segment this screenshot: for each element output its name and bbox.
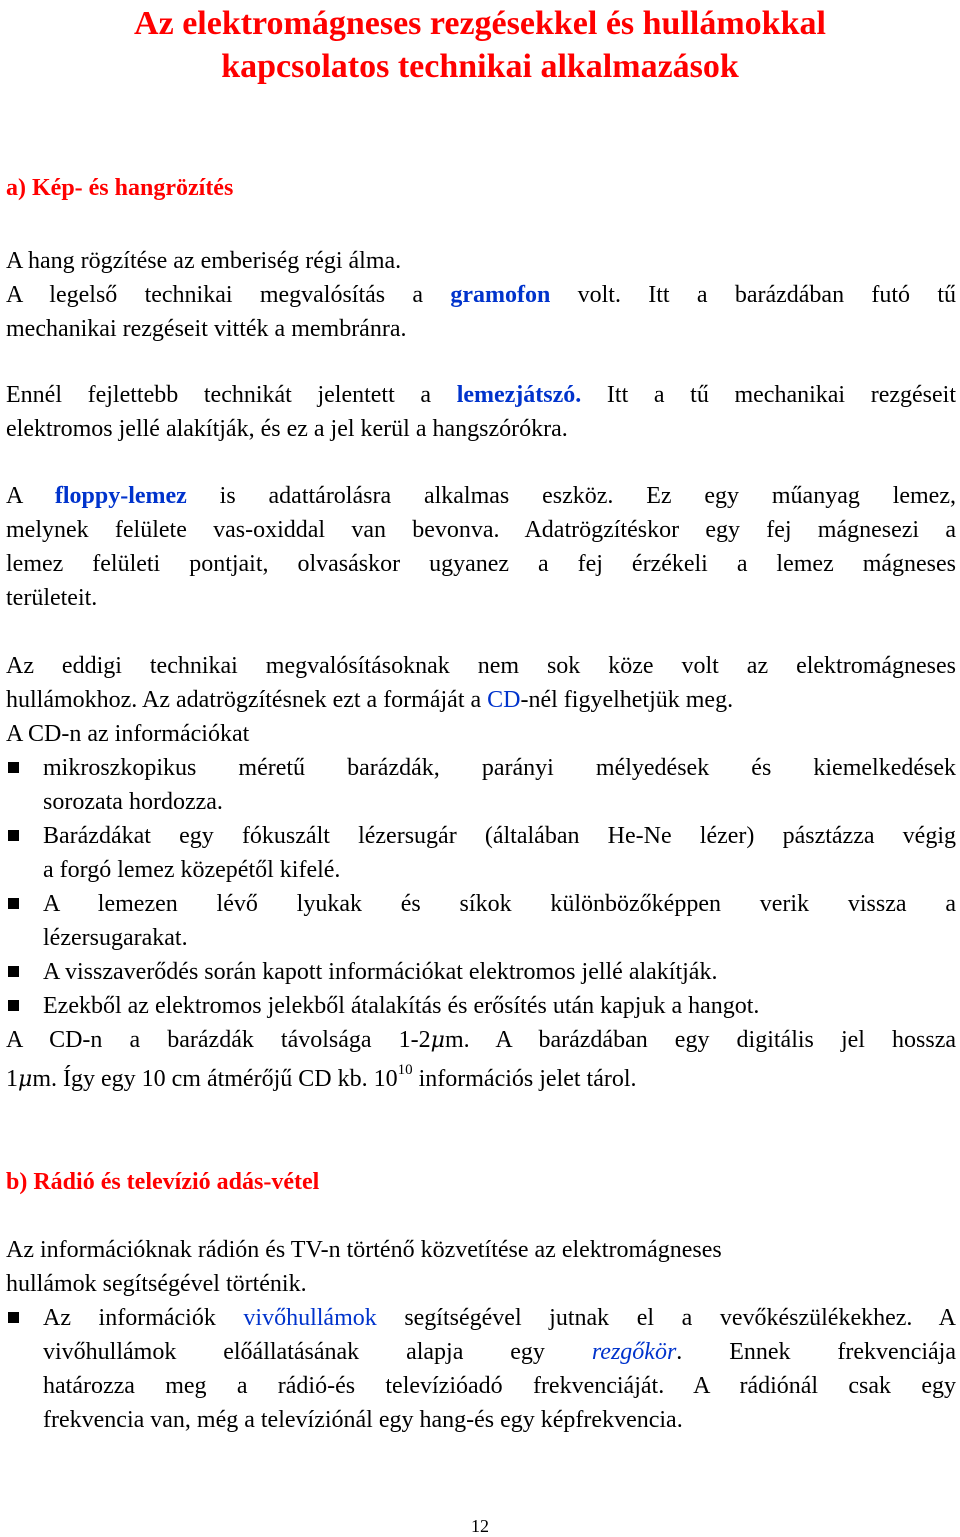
paragraph-cd [6,649,956,751]
text-span: m. A barázdában egy digitális jel hossza [444,1027,957,1053]
paragraph-floppy [6,479,956,615]
text-span: hullámokhoz. Az adatrögzítésnek ezt a formáját a [6,687,488,713]
text-line: Az információknak rádión és TV-n történő közvetítése az elektromágneses [6,1237,722,1263]
text-span: 1 [6,1066,18,1092]
bullet-square-icon [8,966,19,977]
mu-symbol: μ [430,1028,445,1053]
bullet-square-icon [8,898,19,909]
text-line: Az eddigi technikai megvalósításoknak nem sok köze volt az elektromágneses [6,653,956,679]
text-span: . Ennek frekvenciája [676,1339,956,1365]
text-line [6,1062,956,1097]
text-line: A lemezen lévő lyukak és síkok különbözőképpen verik vissza a [43,891,956,917]
text-line [6,278,956,312]
exponent: 10 [397,1062,413,1078]
paragraph-lemezjatszo [6,378,956,446]
page-number: 12 [471,1516,489,1536]
term-gramofon: gramofon [450,282,551,308]
term-vivohullamok: vivőhullámok [243,1305,377,1331]
bullet-square-icon [8,1312,19,1323]
text-span: Ennél fejlettebb technikát jelentett a [6,382,457,408]
bullet-square-icon [8,830,19,841]
text-span: A legelső technikai megvalósítás a [6,282,451,308]
text-line: A visszaverődés során kapott információkat elektromos jellé alakítják. [43,959,718,985]
text-span: A CD-n a barázdák távolsága 1-2 [6,1027,431,1053]
bullet-square-icon [8,1000,19,1011]
section-b-heading: b) Rádió és televízió adás-vétel [6,1169,320,1195]
text-span: volt. Itt a barázdában futó tű [550,282,956,308]
text-line [43,1335,956,1369]
paragraph-radio [6,1233,956,1301]
page-title [0,2,960,88]
text-line: sorozata hordozza. [43,789,223,815]
text-span: vivőhullámok előállatásának alapja egy [43,1339,592,1365]
text-line: a forgó lemez közepétől kifelé. [43,857,341,883]
text-line: mikroszkopikus méretű barázdák, parányi mélyedések és kiemelkedések [43,755,956,781]
term-cd: CD [487,687,521,713]
text-line: A CD-n az információkat [6,721,250,747]
section-a-heading: a) Kép- és hangrözítés [6,175,234,201]
title-line-2: kapcsolatos technikai alkalmazások [221,48,739,85]
text-line: határozza meg a rádió-és televízióadó frekvenciáját. A rádiónál csak egy [43,1373,956,1399]
text-span: is adattárolásra alkalmas eszköz. Ez egy műanyag lemez, [186,483,956,509]
text-span: m. Így egy 10 cm átmérőjű CD kb. 10 [32,1066,398,1092]
text-line: melynek felülete vas-oxiddal van bevonva. Adatrögzítéskor egy fej mágnesezi a [6,517,956,543]
text-line [43,1301,956,1335]
text-span: segítségével jutnak el a vevőkészülékekhez. A [376,1305,956,1331]
text-line: Ezekből az elektromos jelekből átalakítás és erősítés után kapjuk a hangot. [43,993,760,1019]
text-line [6,479,956,513]
title-line-1: Az elektromágneses rezgésekkel és hullámokkal [134,5,826,42]
text-line: A hang rögzítése az emberiség régi álma. [6,248,402,274]
bullet-square-icon [8,762,19,773]
text-span: Itt a tű mechanikai rezgéseit [581,382,956,408]
paragraph-cd-density [6,1023,956,1097]
text-line: lemez felületi pontjait, olvasáskor ugyanez a fej érzékeli a lemez mágneses [6,551,956,577]
text-span: információs jelet tárol. [412,1066,637,1092]
term-floppy: floppy-lemez [54,483,187,509]
text-line: területeit. [6,585,98,611]
text-line: hullámok segítségével történik. [6,1271,307,1297]
text-line: elektromos jellé alakítják, és ez a jel kerül a hangszórókra. [6,416,568,442]
text-span: -nél figyelhetjük meg. [520,687,734,713]
text-line: Barázdákat egy fókuszált lézersugár (általában He-Ne lézer) pásztázza végig [43,823,956,849]
text-line [6,683,956,717]
text-line [6,1023,956,1058]
text-line: frekvencia van, még a televíziónál egy hang-és egy képfrekvencia. [43,1407,683,1433]
text-line [6,378,956,412]
text-span: Az információk [43,1305,244,1331]
text-line: mechanikai rezgéseit vitték a membránra. [6,316,407,342]
term-lemezjatszo: lemezjátszó. [456,382,582,408]
mu-symbol: μ [18,1067,33,1092]
text-line: lézersugarakat. [43,925,188,951]
text-span: A [6,483,55,509]
term-rezgokor: rezgőkör [591,1339,677,1365]
paragraph-hang [6,244,956,346]
